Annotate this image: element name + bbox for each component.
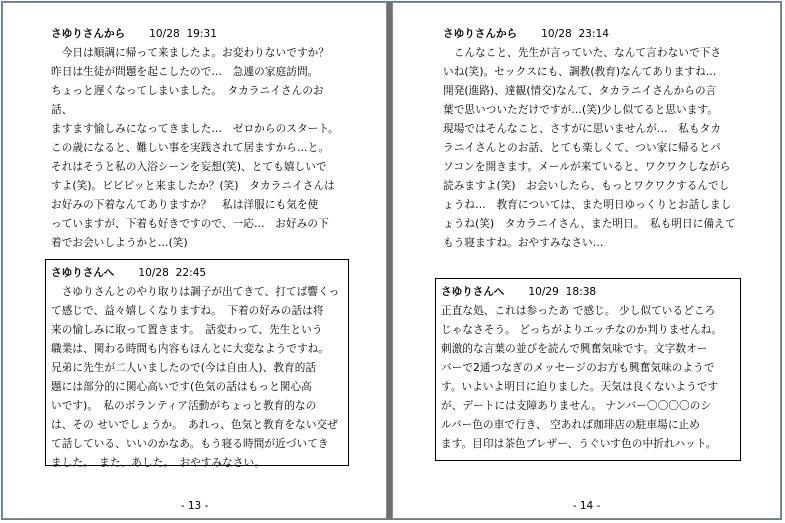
message-date: 10/28 bbox=[138, 267, 169, 279]
page-13 bbox=[2, 2, 387, 519]
message-body: さゆりさんとのやり取りは調子が出てきて、打てば響くっ て感じで、益々嬉しくなりますね。 下着の好みの話は将 来の愉しみに取って置きます。 話変わって、先生という 職業は、関わる時間も内容もほんとに大変なようですね。 兄弟に先生が二人いましたので(今は自由人)、教育的話 題には部分的に関心高いです(色気の話はもっと関心高 いです)。 私のボランティア活動がちょっと教育的なの は、その せいでしょうか。 あれっ、色気と教育をない交ぜ て話している、いいのかなあ。もう寝る時間が近づいてき ました。 また、あした。 おやすみなさい。 bbox=[51, 286, 340, 469]
message-time: 19:31 bbox=[186, 28, 217, 40]
message-to-sayuri-2 bbox=[435, 278, 741, 461]
message-body: 今日は順調に帰って来ましたよ。お変わりないですか？ 昨日は生徒が問題を起こしたので… 急遽の家庭訪問。 ちょっと遅くなってしまいました。 タカラニイさんのお話、 ますます愉しみになってきました… ゼロからのスタート。 この歳になると、難しい事を実践されて居ますから…と。 それはそうと私の入浴シーンを妄想(笑)、とても嬉しいで すよ(笑)。ビビビッと来ましたか？(笑) タカラニイさんは お好みの下着なんてありますか？ 私は洋服にも気を使 っていますが、下着も好きですので、一応… お好みの下 着でお会いしようかと…(笑) bbox=[51, 47, 339, 249]
message-from-sayuri-1 bbox=[51, 25, 341, 253]
message-sender: さゆりさんから bbox=[51, 28, 126, 40]
message-from-sayuri-2 bbox=[443, 25, 741, 253]
message-date: 10/28 bbox=[541, 28, 572, 40]
page-14 bbox=[392, 2, 781, 519]
message-body: 正直な処、これは参ったあ で感じ。 少し似ているどころ じゃなさそう。 どっちがよりエッチなのか判りませんね。 刺激的な言葉の並びを読んで興奮気味です。文字数オー バーで2通つなぎのメッセージのお方も興奮気味のようで す。いよいよ明日に迫りました。天気は良くないようです が、デートには支障ありません。 ナンバー〇〇〇〇のシ ルバー色の車で行き、 空あれば珈琲店の駐車場に止め ます。目印は茶色ブレザー、うぐいす色の中折れハット。 bbox=[441, 305, 723, 450]
message-recipient: さゆりさんへ bbox=[51, 267, 115, 279]
message-body: こんなこと、先生が言っていた、なんて言わないで下さ いね(笑)。セックスにも、調教(教育)なんてありますね… 開発(進路)、達観(情交)なんて、タカラニイさんからの言 葉で思いついただけですが…(笑)少し似てると思います。 現場ではそんなこと、さすがに思いませんが… 私もタカ ラニイさんとのお話、とても楽しくて、つい家に帰るとパ ソコンを開きます。メールが来ていると、ワクワクしながら 読みますよ(笑) お会いしたら、もっとワクワクするんでし ょうね… 教育については、また明日ゆっくりとお話しまし ょうね(笑) タカラニイさん、また明日。 私も明日に備えて もう寝ますね。おやすみなさい… bbox=[443, 47, 736, 249]
page-number: - 14 - bbox=[572, 500, 601, 512]
message-to-sayuri-1 bbox=[45, 259, 349, 469]
message-header bbox=[51, 25, 341, 44]
message-time: 23:14 bbox=[578, 28, 609, 40]
message-time: 22:45 bbox=[175, 267, 207, 279]
message-header bbox=[443, 25, 741, 44]
message-header bbox=[51, 264, 342, 283]
message-sender: さゆりさんから bbox=[443, 28, 518, 40]
page-number: - 13 - bbox=[180, 500, 209, 512]
message-time: 18:38 bbox=[565, 286, 597, 298]
message-date: 10/29 bbox=[528, 286, 559, 298]
message-header bbox=[441, 283, 734, 302]
message-recipient: さゆりさんへ bbox=[441, 286, 505, 298]
message-date: 10/28 bbox=[149, 28, 180, 40]
